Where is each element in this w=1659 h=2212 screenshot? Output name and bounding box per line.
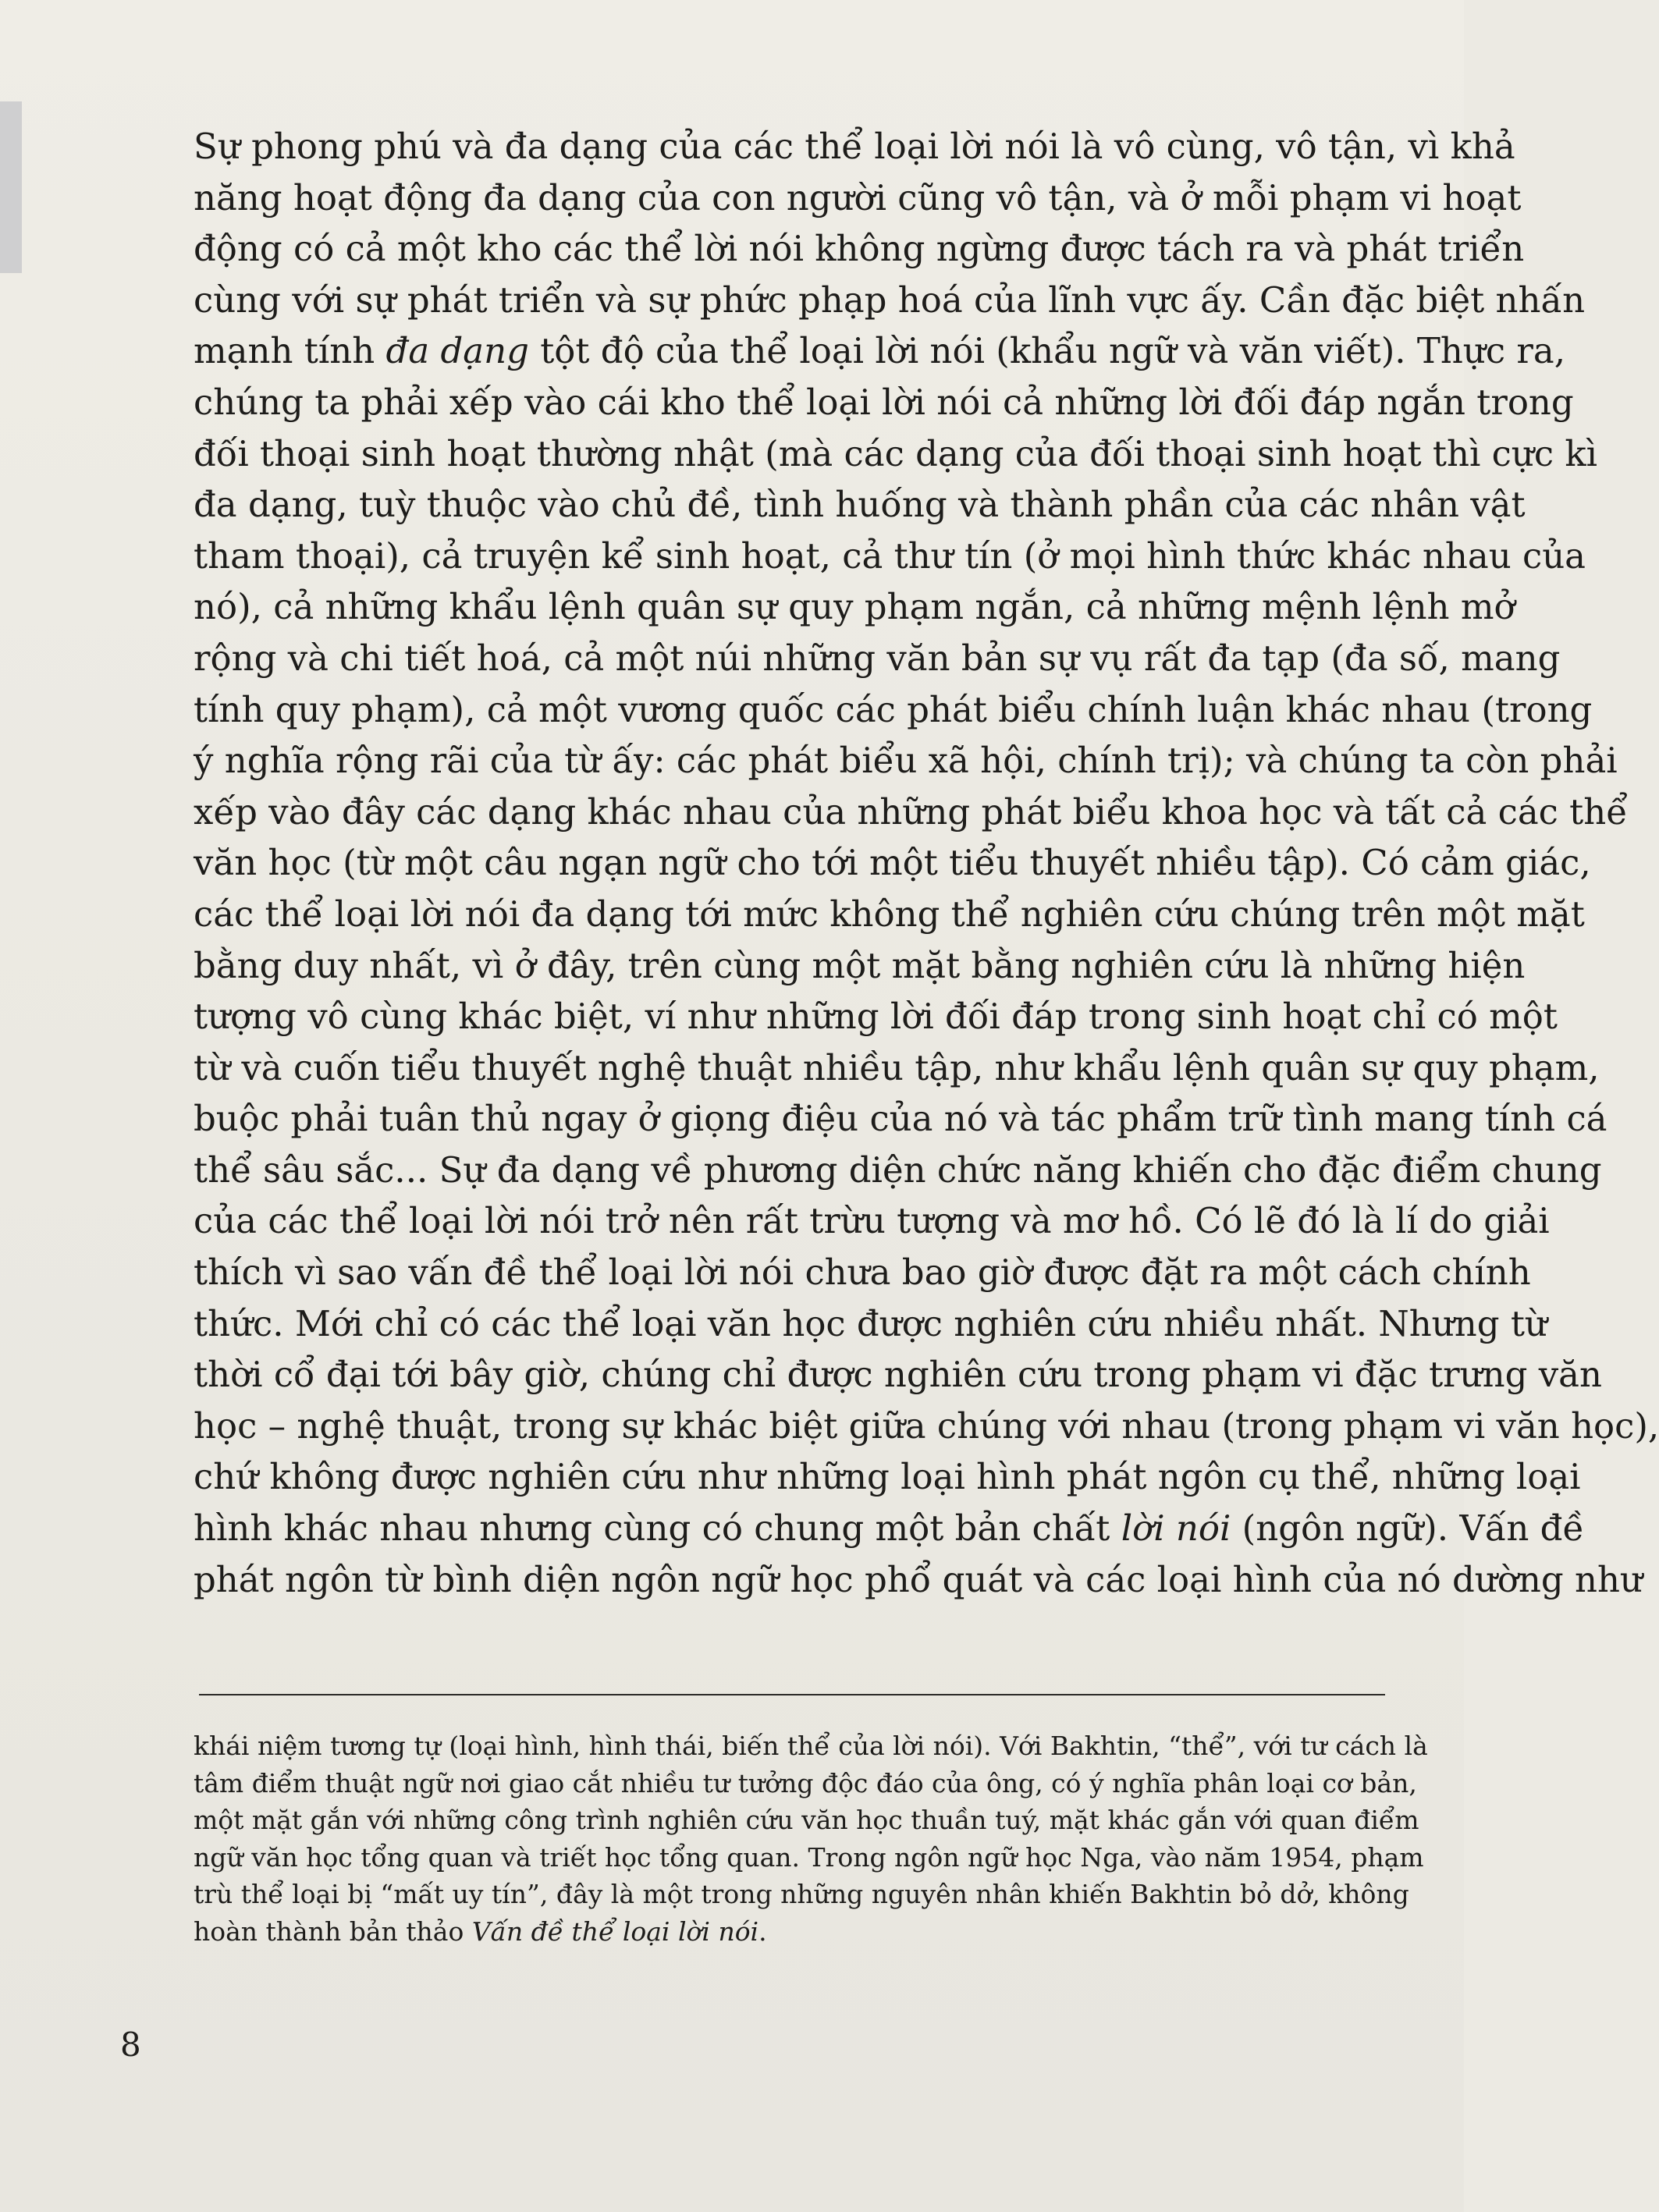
text-line: chúng ta phải xếp vào cái kho thể loại lời nói cả những lời đối đáp ngắn trong <box>194 381 1574 423</box>
text-line: tính quy phạm), cả một vương quốc các phát biểu chính luận khác nhau (trong <box>194 688 1593 730</box>
text-line <box>194 1503 1585 1554</box>
footnote <box>194 1727 1428 1950</box>
italic-term: đa dạng <box>385 330 529 372</box>
text-line: thể sâu sắc... Sự đa dạng về phương diện chức năng khiến cho đặc điểm chung <box>194 1149 1602 1191</box>
text-line: tham thoại), cả truyện kể sinh hoạt, cả thư tín (ở mọi hình thức khác nhau của <box>194 534 1586 577</box>
text-line: cùng với sự phát triển và sự phức phạp hoá của lĩnh vực ấy. Cần đặc biệt nhấn <box>194 279 1586 321</box>
text-line: thời cổ đại tới bây giờ, chúng chỉ được nghiên cứu trong phạm vi đặc trưng văn <box>194 1354 1602 1396</box>
text-line: nó), cả những khẩu lệnh quân sự quy phạm ngắn, cả những mệnh lệnh mở <box>194 586 1515 628</box>
text-segment: hình khác nhau nhưng cùng có chung một bản chất <box>194 1507 1121 1550</box>
text-line: phát ngôn từ bình diện ngôn ngữ học phổ quát và các loại hình của nó dường như <box>194 1558 1643 1600</box>
text-line: đa dạng, tuỳ thuộc vào chủ đề, tình huống và thành phần của các nhân vật <box>194 484 1526 526</box>
text-line: thích vì sao vấn đề thể loại lời nói chưa bao giờ được đặt ra một cách chính <box>194 1252 1531 1294</box>
text-segment: tột độ của thể loại lời nói (khẩu ngữ và văn viết). Thực ra, <box>528 330 1566 372</box>
text-line: năng hoạt động đa dạng của con người cũng vô tận, và ở mỗi phạm vi hoạt <box>194 176 1522 218</box>
main-text <box>194 121 1659 1605</box>
footnote-line: trù thể loại bị “mất uy tín”, đây là một trong những nguyên nhân khiến Bakhtin bỏ dở, không <box>194 1879 1409 1909</box>
text-line: xếp vào đây các dạng khác nhau của những phát biểu khoa học và tất cả các thể <box>194 790 1628 833</box>
footnote-line <box>194 1913 1348 1951</box>
text-segment: (ngôn ngữ). Vấn đề <box>1231 1507 1585 1550</box>
text-line: động có cả một kho các thể lời nói không ngừng được tách ra và phát triển <box>194 228 1525 270</box>
footnote-line: tâm điểm thuật ngữ nơi giao cắt nhiều tư tưởng độc đáo của ông, có ý nghĩa phân loại cơ bản, <box>194 1767 1417 1798</box>
text-line: từ và cuốn tiểu thuyết nghệ thuật nhiều tập, như khẩu lệnh quân sự quy phạm, <box>194 1046 1600 1088</box>
text-line <box>194 325 1566 377</box>
text-line: đối thoại sinh hoạt thường nhật (mà các dạng của đối thoại sinh hoạt thì cực kì <box>194 432 1597 474</box>
text-segment: hoàn thành bản thảo <box>194 1916 472 1947</box>
text-line: buộc phải tuân thủ ngay ở giọng điệu của nó và tác phẩm trữ tình mang tính cá <box>194 1098 1607 1140</box>
text-line: thức. Mới chỉ có các thể loại văn học được nghiên cứu nhiều nhất. Nhưng từ <box>194 1302 1547 1344</box>
footnote-line: ngữ văn học tổng quan và triết học tổng quan. Trong ngôn ngữ học Nga, vào năm 1954, phạm <box>194 1841 1424 1873</box>
text-line: Sự phong phú và đa dạng của các thể loại lời nói là vô cùng, vô tận, vì khả <box>194 126 1515 167</box>
footnote-line: khái niệm tương tự (loại hình, hình thái, biến thể của lời nói). Với Bakhtin, “thể”, với tư cách là <box>194 1731 1428 1761</box>
text-line: văn học (từ một câu ngạn ngữ cho tới một tiểu thuyết nhiều tập). Có cảm giác, <box>194 842 1591 884</box>
text-line: rộng và chi tiết hoá, cả một núi những văn bản sự vụ rất đa tạp (đa số, mang <box>194 637 1561 679</box>
italic-title: Vấn đề thể loại lời nói <box>471 1916 759 1947</box>
page-number: 8 <box>120 2026 141 2064</box>
text-line: các thể loại lời nói đa dạng tới mức không thể nghiên cứu chúng trên một mặt <box>194 893 1585 935</box>
italic-term: lời nói <box>1121 1507 1231 1550</box>
text-line: chứ không được nghiên cứu như những loại hình phát ngôn cụ thể, những loại <box>194 1456 1581 1498</box>
page-edge-shadow <box>0 101 22 273</box>
footnote-line: một mặt gắn với những công trình nghiên cứu văn học thuần tuý, mặt khác gắn với quan điểm <box>194 1805 1419 1835</box>
text-line: ý nghĩa rộng rãi của từ ấy: các phát biểu xã hội, chính trị); và chúng ta còn phải <box>194 740 1618 782</box>
text-line: bằng duy nhất, vì ở đây, trên cùng một mặt bằng nghiên cứu là những hiện <box>194 944 1526 986</box>
text-line: học – nghệ thuật, trong sự khác biệt giữa chúng với nhau (trong phạm vi văn học), <box>194 1404 1659 1447</box>
text-line: của các thể loại lời nói trở nên rất trừu tượng và mơ hồ. Có lẽ đó là lí do giải <box>194 1200 1550 1242</box>
text-segment: mạnh tính <box>194 330 386 372</box>
text-line: tượng vô cùng khác biệt, ví như những lời đối đáp trong sinh hoạt chỉ có một <box>194 996 1558 1038</box>
footnote-divider <box>199 1694 1385 1695</box>
text-segment: . <box>758 1916 767 1947</box>
